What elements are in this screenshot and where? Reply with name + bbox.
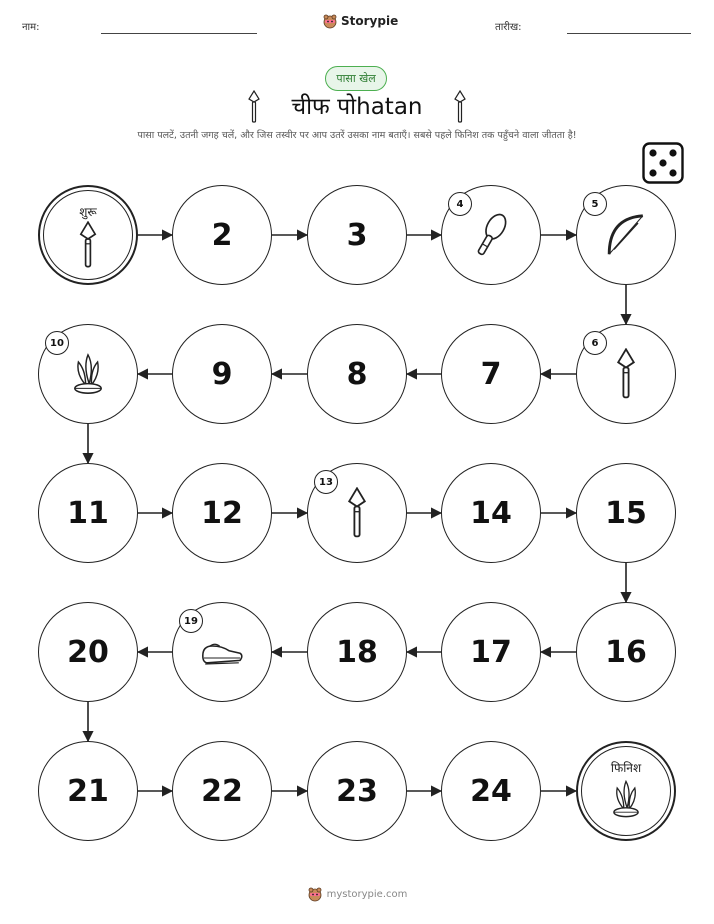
space-number: 20 [67,634,109,670]
moccasin-icon [173,603,271,701]
number-space[interactable] [172,463,272,563]
picture-space[interactable] [172,602,272,702]
space-number-badge: 6 [583,331,607,355]
picture-space[interactable] [307,463,407,563]
space-number-badge: 13 [314,470,338,494]
space-number-badge: 4 [448,192,472,216]
space-number: 14 [470,495,512,531]
number-space[interactable] [172,185,272,285]
space-number: 7 [480,356,502,392]
space-number: 12 [201,495,243,531]
space-number: 17 [470,634,512,670]
number-space[interactable] [576,602,676,702]
feather-headdress-icon [578,777,674,821]
start-label: शुरू [79,205,97,219]
bow-icon [577,186,675,284]
picture-space[interactable] [38,324,138,424]
space-number: 23 [336,773,378,809]
page-title: चीफ पोhatan [291,94,423,120]
number-space[interactable] [172,741,272,841]
footer [0,886,714,902]
footer-site[interactable]: mystorypie.com [326,888,408,900]
space-number-badge: 19 [179,609,203,633]
game-type-tag: पासा खेल [325,66,387,91]
space-number: 18 [336,634,378,670]
space-number: 8 [346,356,368,392]
number-space[interactable] [441,463,541,563]
space-number: 24 [470,773,512,809]
number-space[interactable] [307,185,407,285]
space-number-badge: 5 [583,192,607,216]
number-space[interactable] [38,741,138,841]
spear-icon [308,464,406,562]
space-number: 15 [605,495,647,531]
instructions: पासा पलटें, उतनी जगह चलें, और जिस तस्वीर पर आप उतरें उसका नाम बताएँ। सबसे पहले फिनिश तक पहुँचने वाला जीतता है! [137,130,577,141]
space-number: 22 [201,773,243,809]
spear-icon [40,221,136,269]
name-label: नाम: [22,22,40,33]
number-space[interactable] [307,741,407,841]
storypie-mascot-icon [307,886,323,902]
brand-name: Storypie [341,14,399,28]
number-space[interactable] [172,324,272,424]
space-number: 11 [67,495,109,531]
feather-headdress-icon [39,325,137,423]
space-number: 21 [67,773,109,809]
club-icon [442,186,540,284]
picture-space[interactable] [441,185,541,285]
number-space[interactable] [38,602,138,702]
number-space[interactable] [441,602,541,702]
finish-space[interactable] [576,741,676,841]
number-space[interactable] [441,741,541,841]
number-space[interactable] [576,463,676,563]
spear-icon [577,325,675,423]
space-number: 9 [211,356,233,392]
number-space[interactable] [441,324,541,424]
finish-label: फिनिश [610,761,642,775]
space-number: 2 [211,217,233,253]
picture-space[interactable] [576,185,676,285]
picture-space[interactable] [576,324,676,424]
space-number-badge: 10 [45,331,69,355]
date-label: तारीख: [495,22,522,33]
number-space[interactable] [307,324,407,424]
space-number: 3 [346,217,368,253]
number-space[interactable] [38,463,138,563]
space-number: 16 [605,634,647,670]
start-space[interactable] [38,185,138,285]
number-space[interactable] [307,602,407,702]
